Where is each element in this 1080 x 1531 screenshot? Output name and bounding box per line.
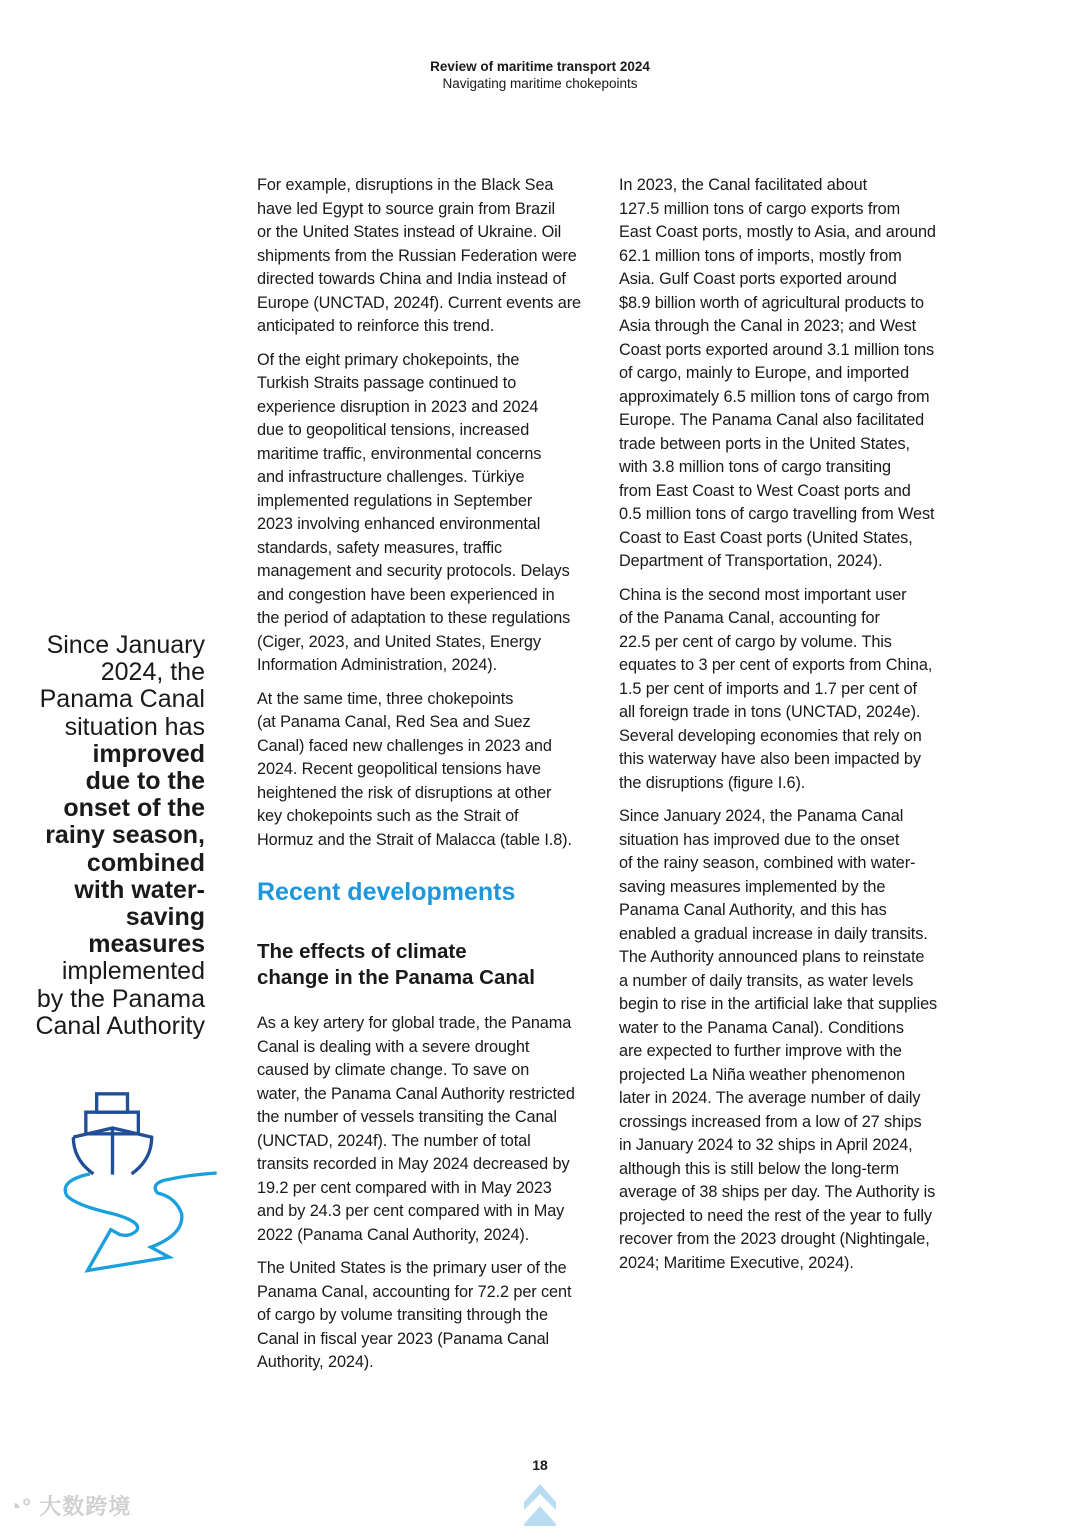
ship-river-icon <box>30 1068 230 1298</box>
text-line: this waterway have also been impacted by <box>619 750 921 768</box>
pull-quote-line: measures <box>88 930 205 959</box>
text-line: projected La Niña weather phenomenon <box>619 1065 906 1084</box>
pull-quote-line: Since January <box>46 631 205 659</box>
pull-quote-line: situation has <box>64 712 205 741</box>
paragraph <box>619 805 969 1275</box>
text-line: trade between ports in the United States, <box>619 434 910 453</box>
text-line: Europe. The Panama Canal also facilitated <box>619 411 925 429</box>
text-line: all foreign trade in tons (UNCTAD, 2024e). <box>619 703 921 721</box>
scroll-up-icon[interactable] <box>524 1484 556 1531</box>
pull-quote-line: implemented <box>61 957 205 986</box>
text-line: equates to 3 per cent of exports from China, <box>619 656 933 674</box>
text-line: caused by climate change. To save on <box>257 1061 530 1079</box>
text-line: The Authority announced plans to reinstate <box>619 948 925 966</box>
paragraph <box>257 688 607 853</box>
text-line: and infrastructure challenges. Türkiye <box>257 468 525 486</box>
text-line: Hormuz and the Strait of Malacca (table I.8). <box>257 830 572 849</box>
text-line: recover from the 2023 drought (Nightingale, <box>619 1230 930 1248</box>
text-line: maritime traffic, environmental concerns <box>257 444 542 463</box>
text-line: Since January 2024, the Panama Canal <box>619 807 904 825</box>
text-line: the period of adaptation to these regulations <box>257 609 571 627</box>
text-line: water, the Panama Canal Authority restricted <box>257 1084 575 1103</box>
text-line: of cargo by volume transiting through the <box>257 1306 548 1324</box>
text-line: from East Coast to West Coast ports and <box>619 481 911 500</box>
text-line: the number of vessels transiting the Canal <box>257 1108 557 1126</box>
column-2 <box>619 174 969 1285</box>
text-line: key chokepoints such as the Strait of <box>257 807 519 825</box>
pull-quote <box>35 632 205 1040</box>
text-line: Several developing economies that rely on <box>619 726 922 745</box>
text-line: 2024. Recent geopolitical tensions have <box>257 760 541 778</box>
text-line: (UNCTAD, 2024f). The number of total <box>257 1131 531 1150</box>
text-line: 2022 (Panama Canal Authority, 2024). <box>257 1225 530 1244</box>
text-line: Panama Canal, accounting for 72.2 per cent <box>257 1282 572 1301</box>
page-number: 18 <box>532 1457 548 1473</box>
text-line: As a key artery for global trade, the Panama <box>257 1014 572 1032</box>
text-line: Department of Transportation, 2024). <box>619 552 883 570</box>
text-line: (Ciger, 2023, and United States, Energy <box>257 632 541 651</box>
page-header <box>0 58 1080 92</box>
text-line: heightened the risk of disruptions at other <box>257 783 552 802</box>
pull-quote-line: due to the <box>85 767 205 796</box>
text-line: situation has improved due to the onset <box>619 830 900 849</box>
text-line: The United States is the primary user of the <box>257 1259 567 1277</box>
text-line: of cargo, mainly to Europe, and imported <box>619 364 910 382</box>
column-1-top <box>257 174 607 862</box>
text-line: Canal is dealing with a severe drought <box>257 1037 530 1056</box>
paragraph <box>619 584 969 796</box>
text-line: Canal in fiscal year 2023 (Panama Canal <box>257 1329 550 1348</box>
text-line: transits recorded in May 2024 decreased by <box>257 1155 570 1173</box>
section-heading: Recent developments <box>257 878 516 906</box>
paragraph <box>257 349 607 678</box>
pull-quote-line: 2024, the <box>100 658 205 687</box>
subheading-line: change in the Panama Canal <box>257 966 535 989</box>
text-line: the disruptions (figure I.6). <box>619 773 806 792</box>
subheading <box>257 939 535 991</box>
text-line: Authority, 2024). <box>257 1353 374 1371</box>
text-line: (at Panama Canal, Red Sea and Suez <box>257 713 531 731</box>
text-line: Of the eight primary chokepoints, the <box>257 350 520 369</box>
text-line: directed towards China and India instead of <box>257 270 566 288</box>
text-line: 19.2 per cent compared with in May 2023 <box>257 1178 552 1197</box>
text-line: Coast ports exported around 3.1 million tons <box>619 340 935 359</box>
pull-quote-line: with water- <box>74 875 205 904</box>
watermark: ◔° 大数跨境 <box>8 1494 132 1519</box>
pull-quote-line: saving <box>125 903 205 932</box>
pull-quote-line: combined <box>86 848 205 877</box>
text-line: East Coast ports, mostly to Asia, and around <box>619 223 936 241</box>
pull-quote-line: by the Panama <box>36 984 205 1013</box>
text-line: are expected to further improve with the <box>619 1042 902 1060</box>
text-line: crossings increased from a low of 27 ships <box>619 1112 922 1131</box>
text-line: 1.5 per cent of imports and 1.7 per cent of <box>619 679 917 698</box>
text-line: Asia. Gulf Coast ports exported around <box>619 270 897 288</box>
paragraph <box>619 174 969 574</box>
text-line: 2023 involving enhanced environmental <box>257 515 541 533</box>
text-line: later in 2024. The average number of daily <box>619 1089 921 1107</box>
pull-quote-line: Canal Authority <box>35 1011 205 1040</box>
text-line: At the same time, three chokepoints <box>257 689 514 708</box>
text-line: For example, disruptions in the Black Sea <box>257 176 554 194</box>
text-line: In 2023, the Canal facilitated about <box>619 176 868 194</box>
paragraph <box>257 1257 607 1375</box>
text-line: Coast to East Coast ports (United States, <box>619 528 913 547</box>
text-line: anticipated to reinforce this trend. <box>257 317 495 335</box>
text-line: with 3.8 million tons of cargo transiting <box>619 458 891 476</box>
text-line: average of 38 ships per day. The Authority is <box>619 1183 936 1201</box>
text-line: begin to rise in the artificial lake that supplies <box>619 995 938 1013</box>
text-line: approximately 6.5 million tons of cargo from <box>619 387 930 406</box>
text-line: and congestion have been experienced in <box>257 585 555 604</box>
column-1-bottom <box>257 1012 607 1385</box>
text-line: Information Administration, 2024). <box>257 656 498 674</box>
text-line: of the Panama Canal, accounting for <box>619 609 880 627</box>
text-line: 0.5 million tons of cargo travelling from West <box>619 505 935 523</box>
text-line: experience disruption in 2023 and 2024 <box>257 397 539 416</box>
text-line: Panama Canal Authority, and this has <box>619 901 887 919</box>
text-line: in January 2024 to 32 ships in April 2024, <box>619 1136 913 1154</box>
text-line: saving measures implemented by the <box>619 877 886 896</box>
subheading-line: The effects of climate <box>257 940 467 963</box>
text-line: have led Egypt to source grain from Brazil <box>257 199 556 218</box>
text-line: 22.5 per cent of cargo by volume. This <box>619 632 892 651</box>
text-line: shipments from the Russian Federation were <box>257 246 577 265</box>
paragraph <box>257 174 607 339</box>
text-line: projected to need the rest of the year to fully <box>619 1206 932 1225</box>
text-line: although this is still below the long-term <box>619 1159 899 1178</box>
text-line: a number of daily transits, as water levels <box>619 971 914 990</box>
text-line: $8.9 billion worth of agricultural products to <box>619 293 924 312</box>
chapter-title: Navigating maritime chokepoints <box>442 76 638 91</box>
text-line: 2024; Maritime Executive, 2024). <box>619 1253 854 1272</box>
watermark-text: 大数跨境 <box>39 1494 132 1519</box>
text-line: Asia through the Canal in 2023; and West <box>619 317 917 335</box>
paragraph <box>257 1012 607 1247</box>
text-line: standards, safety measures, traffic <box>257 538 503 557</box>
text-line: China is the second most important user <box>619 585 907 604</box>
text-line: management and security protocols. Delays <box>257 562 570 580</box>
text-line: of the rainy season, combined with water- <box>619 854 916 872</box>
text-line: and by 24.3 per cent compared with in May <box>257 1202 565 1220</box>
text-line: or the United States instead of Ukraine. Oil <box>257 223 562 241</box>
text-line: Europe (UNCTAD, 2024f). Current events are <box>257 293 581 312</box>
text-line: Turkish Straits passage continued to <box>257 374 517 392</box>
pull-quote-line: Panama Canal <box>39 685 205 714</box>
pull-quote-line: onset of the <box>63 794 205 823</box>
text-line: Canal) faced new challenges in 2023 and <box>257 736 552 755</box>
text-line: 62.1 million tons of imports, mostly from <box>619 246 902 265</box>
text-line: implemented regulations in September <box>257 491 533 510</box>
report-title: Review of maritime transport 2024 <box>430 59 650 74</box>
text-line: 127.5 million tons of cargo exports from <box>619 199 901 218</box>
pull-quote-line: rainy season, <box>45 821 205 850</box>
text-line: enabled a gradual increase in daily transits. <box>619 924 928 943</box>
pull-quote-line: improved <box>92 739 205 768</box>
text-line: water to the Panama Canal). Conditions <box>619 1018 904 1037</box>
text-line: due to geopolitical tensions, increased <box>257 421 530 439</box>
